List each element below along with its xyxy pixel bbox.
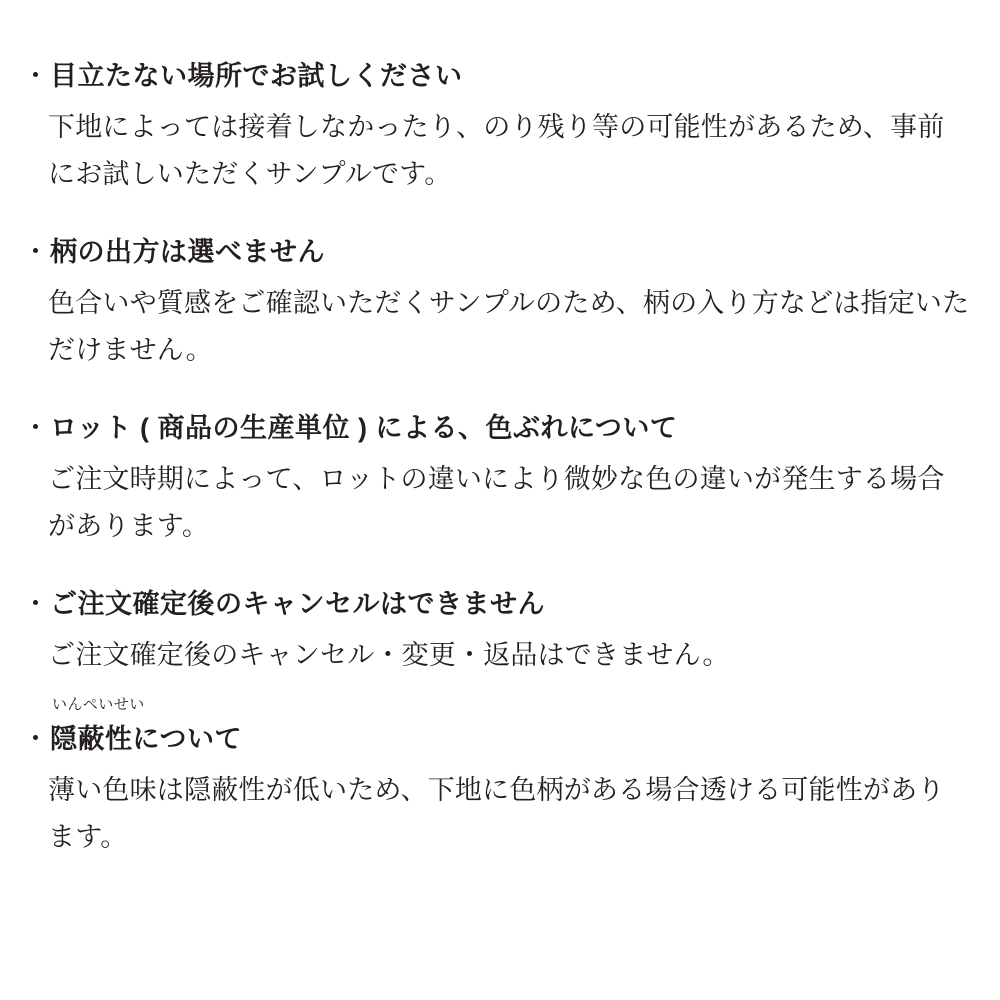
notice-section-test-area <box>22 56 970 198</box>
notice-body: 薄い色味は隠蔽性が低いため、下地に色柄がある場合透ける可能性があります。 <box>48 775 945 852</box>
bullet-icon: ・ <box>22 724 49 754</box>
notice-heading: ご注文確定後のキャンセルはできません <box>50 589 545 619</box>
bullet-icon: ・ <box>22 589 49 619</box>
notice-body: ご注文時期によって、ロットの違いにより微妙な色の違いが発生する場合があります。 <box>48 464 945 541</box>
notice-heading-row <box>22 584 970 624</box>
notice-body: 色合いや質感をご確認いただくサンプルのため、柄の入り方などは指定いただけません。 <box>48 288 970 365</box>
notice-heading: ロット ( 商品の生産単位 ) による、色ぶれについて <box>50 413 678 443</box>
notice-section-lot-color <box>22 408 970 550</box>
notice-heading-row <box>22 408 970 448</box>
notice-heading: 隠蔽性について <box>50 724 242 754</box>
ruby-annotation: いんぺいせい <box>52 696 145 713</box>
notice-heading: 目立たない場所でお試しください <box>50 61 463 91</box>
notice-heading: 柄の出方は選べません <box>50 237 325 267</box>
bullet-icon: ・ <box>22 61 49 91</box>
notice-heading-row <box>22 56 970 96</box>
notice-body: 下地によっては接着しなかったり、のり残り等の可能性があるため、事前にお試しいただくサンプルです。 <box>48 112 945 189</box>
bullet-icon: ・ <box>22 237 49 267</box>
notice-section-opacity <box>22 696 970 861</box>
notice-section-pattern <box>22 232 970 374</box>
notice-heading-row <box>22 232 970 272</box>
notice-body: ご注文確定後のキャンセル・変更・返品はできません。 <box>48 640 730 670</box>
notice-section-cancellation <box>22 584 970 679</box>
bullet-icon: ・ <box>22 413 49 443</box>
notice-heading-row <box>22 696 970 759</box>
